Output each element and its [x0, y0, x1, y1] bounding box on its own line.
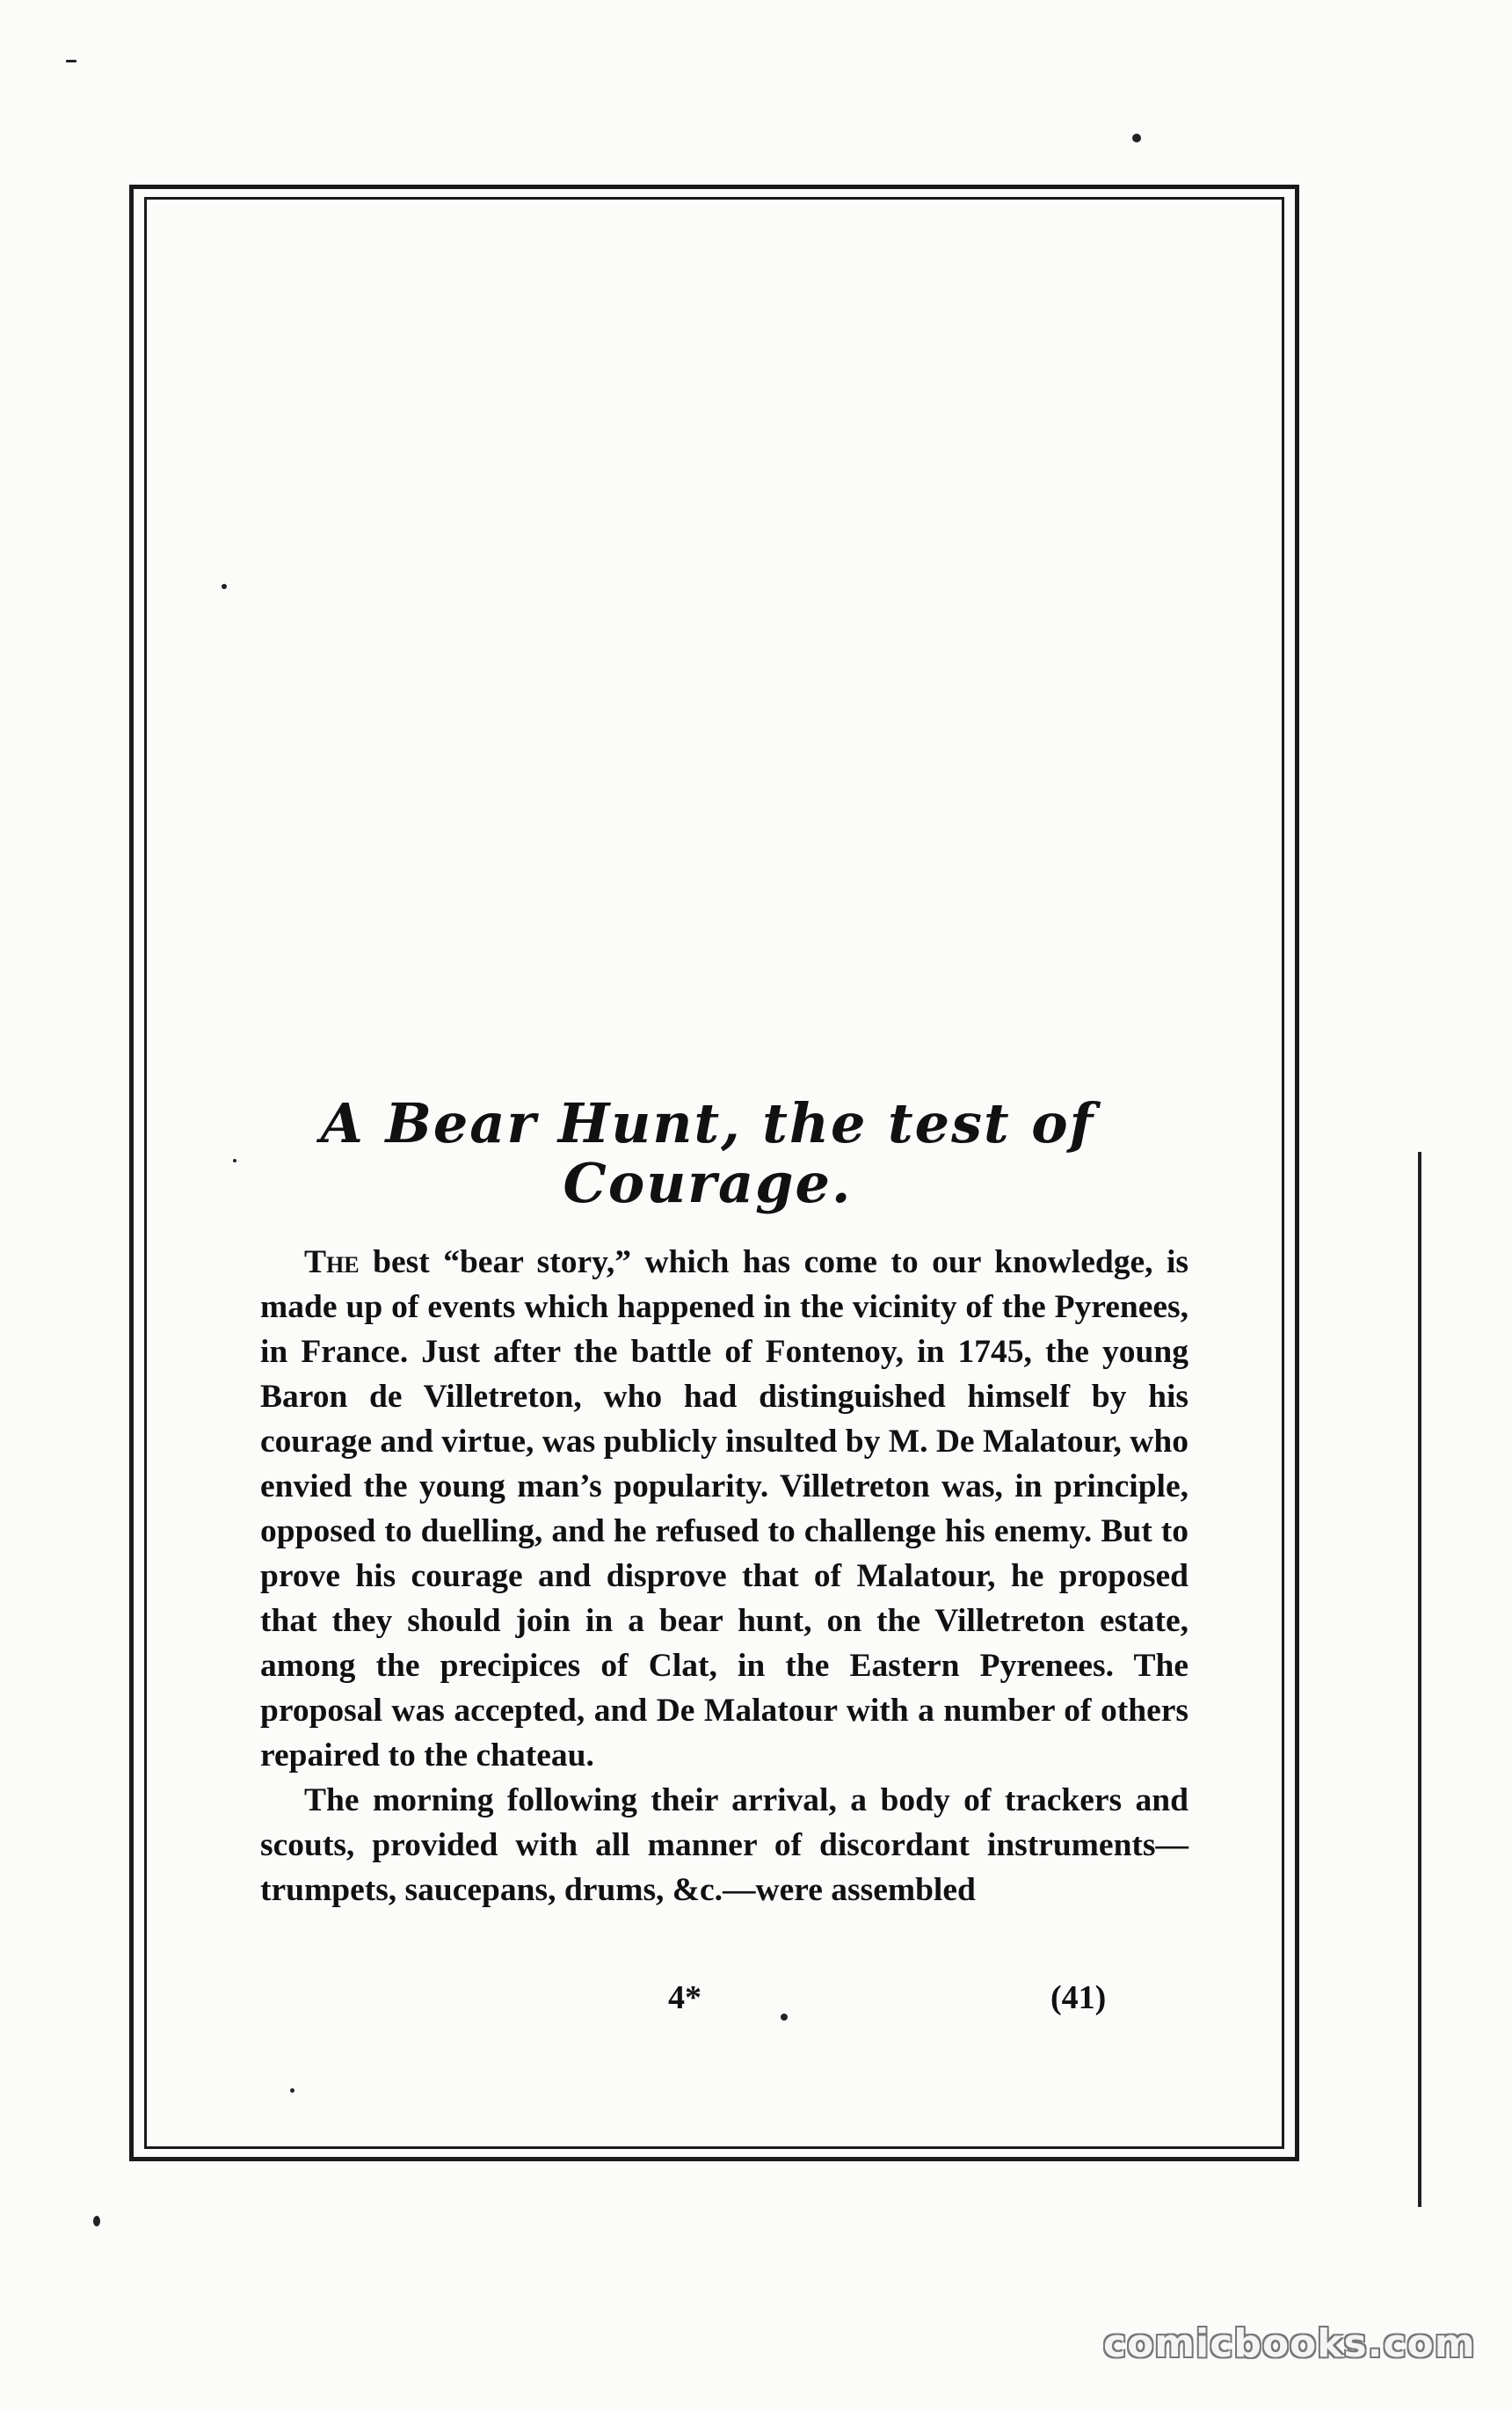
print-speck — [233, 1159, 236, 1162]
paragraph-1 — [260, 1240, 1189, 1778]
signature-mark: 4* — [668, 1979, 701, 2016]
print-speck — [222, 584, 227, 589]
page-number: (41) — [1050, 1979, 1107, 2016]
print-speck — [781, 2014, 788, 2021]
watermark-logo: comicbooks.com — [1103, 2321, 1476, 2366]
paragraph-lead: The — [304, 1244, 360, 1280]
binding-edge-rule — [1418, 1152, 1421, 2207]
body-text — [260, 1240, 1189, 1912]
chapter-title: A Bear Hunt, the test of Courage. — [320, 1091, 1095, 1216]
paragraph-2 — [260, 1778, 1189, 1912]
print-speck — [1132, 134, 1141, 142]
print-speck — [66, 60, 76, 62]
print-speck — [290, 2088, 294, 2093]
print-speck — [93, 2216, 100, 2226]
paragraph-text: best “bear story,” which has come to our knowledge, is made up of events which happened in the vicinity of the Pyrenees, in France. Just after the battle of Fontenoy, in 1745, the young Baron de Villetreton, who had distinguished himself by his courage and virtue, was publicly insulted by M. De Malatour, who envied the young man’s popularity. Villetreton was, in principle, opposed to duelling, and he refused to challenge his enemy. But to prove his courage and disprove that of Malatour, he proposed that they should join in a bear hunt, on the Villetreton estate, among the precipices of Clat, in the Eastern Pyrenees. The proposal was accepted, and De Malatour with a number of others repaired to the chateau. — [260, 1244, 1189, 1774]
paragraph-text: The morning following their arrival, a body of trackers and scouts, provided with all manner of discordant instruments—trumpets, saucepans, drums, &c.—were assembled — [260, 1782, 1189, 1908]
